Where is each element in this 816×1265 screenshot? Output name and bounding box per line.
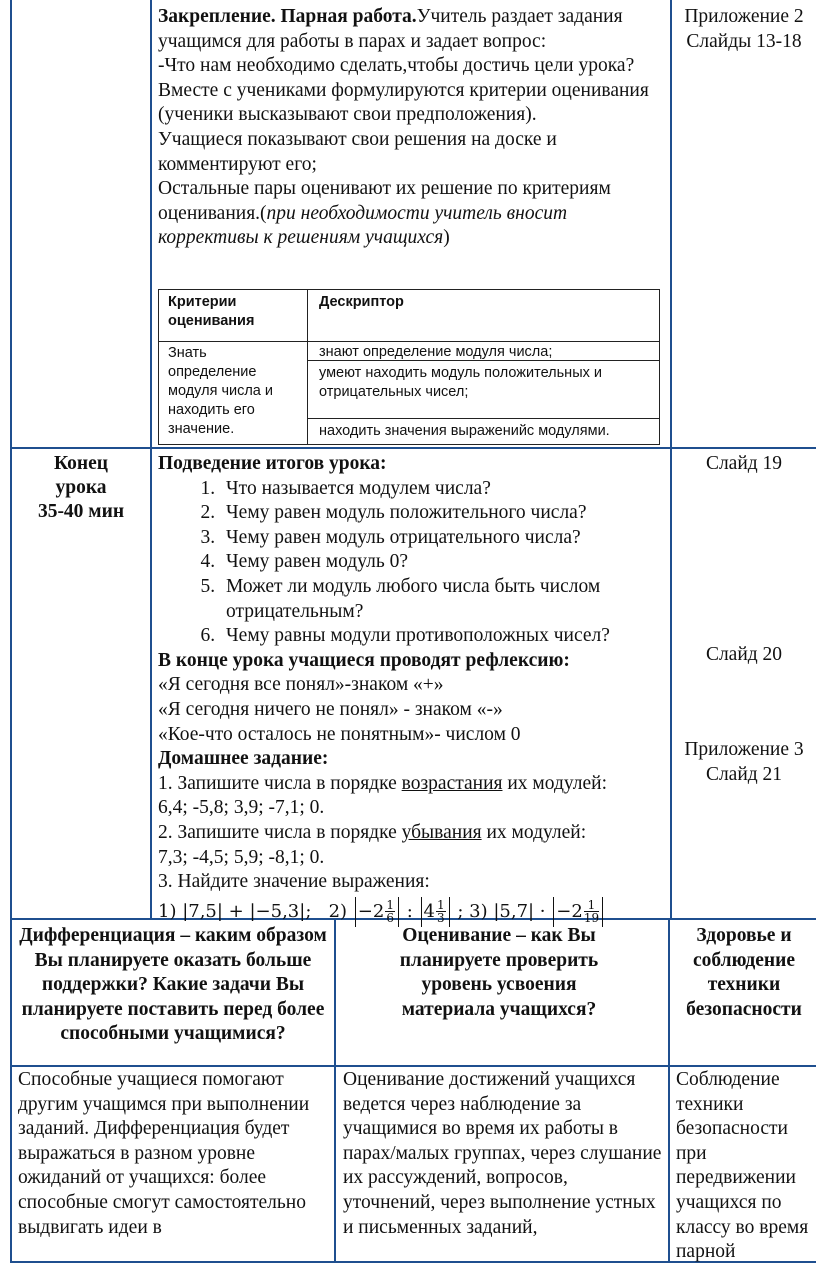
resource-slide-19: Слайд 19 (705, 453, 783, 474)
summary-cell (158, 452, 666, 927)
homework-task-2-numbers: 7,3; -4,5; 5,9; -8,1; 0. (158, 846, 325, 868)
pair-work-heading: Закрепление. Парная работа. (158, 6, 417, 27)
differentiation-text: Способные учащиеся помогают другим учащимся при выполнении заданий. Дифференциация будет выражаться в разном уровне ожиданий от учащихся: более способные смогут самостоятельно выдвигать идеи в (18, 1069, 310, 1238)
table-border-col1 (150, 0, 152, 920)
pair-work-question: -Что нам необходимо сделать,чтобы достичь цели урока? (158, 55, 635, 77)
criterion-text: Знать определение модуля числа и находить его значение. (168, 345, 274, 437)
assessment-header: Оценивание – как Вы планируете проверить уровень усвоения материала учащихся? (399, 925, 599, 1020)
table-border-right-col (668, 918, 670, 1263)
resources-cell-1: Приложение 2 Слайды 13-18 (684, 6, 804, 52)
expression-1: 1) |7,5| + |−5,3|; (158, 900, 312, 922)
summary-question: 3. Чему равен модуль отрицательного числа? (220, 526, 666, 551)
fraction: $\frac{1}{19}$ (583, 898, 600, 926)
descriptor-1: знают определение модуля числа; (319, 344, 553, 360)
criteria-header: Критерии оценивания (168, 294, 255, 329)
table-border-col2 (670, 0, 672, 920)
homework-task-2: 2. Запишите числа в порядке убывания их модулей: (158, 821, 587, 843)
stage-line-1: Конец (53, 453, 109, 474)
resource-slide-20: Слайд 20 (705, 644, 783, 665)
reflection-line: «Кое-что осталось не понятным»- числом 0 (158, 723, 521, 745)
differentiation-header: Дифференциация – каким образом Вы планируете оказать больше поддержки? Какие задачи Вы планируете поставить перед более способными учащимися? (19, 925, 327, 1045)
summary-question: 5. Может ли модуль любого числа быть числом отрицательным? (220, 575, 666, 624)
reflection-line: «Я сегодня ничего не понял» - знаком «-» (158, 698, 503, 720)
descriptor-header: Дескриптор (319, 294, 404, 310)
expression-3-label: ; 3) |5,7| · (457, 900, 546, 922)
criteria-paragraph: Вместе с учениками формулируются критерии оценивания (ученики высказывают свои предположения). (158, 79, 649, 126)
stage-cell (14, 452, 148, 524)
table-border-row1 (10, 447, 816, 449)
health-header: Здоровье и соблюдение техники безопасности (686, 925, 802, 1020)
homework-expressions: 1) |7,5| + |−5,3|; 2) −2 $\frac{1}{6}$ : 4 $\frac{1}{3}$ ; 3) |5,7| · −2 $\frac{1}{19}$ (158, 897, 666, 927)
criteria-table (158, 289, 660, 445)
stage-line-2: урока (55, 477, 107, 498)
summary-question: 2. Чему равен модуль положительного числа? (220, 501, 666, 526)
table-border-row3 (10, 1065, 816, 1067)
homework-task-3: 3. Найдите значение выражения: (158, 871, 430, 893)
table-border-mid (334, 918, 336, 1263)
peer-assessment-paragraph: Остальные пары оценивают их решение по критериям оценивания.(при необходимости учитель вносит коррективы к решениям учащихся) (158, 178, 611, 249)
reflection-line: «Я сегодня все понял»-знаком «+» (158, 674, 444, 696)
resource-appendix-3: Приложение 3 Слайд 21 (684, 739, 804, 785)
homework-task-1-numbers: 6,4; -5,8; 3,9; -7,1; 0. (158, 797, 325, 819)
stage-line-3: 35-40 мин (37, 501, 125, 522)
fraction: $\frac{1}{3}$ (436, 898, 445, 926)
descriptor-3: находить значения выраженийс модулями. (319, 423, 610, 439)
pair-work-intro: Закрепление. Парная работа.Учитель раздает задания учащимся для работы в парах и задает вопрос: (158, 6, 623, 52)
summary-question: 6. Чему равны модули противоположных чисел? (220, 624, 666, 649)
homework-task-1: 1. Запишите числа в порядке возрастания их модулей: (158, 772, 608, 794)
descriptor-2: умеют находить модуль положительных и отрицательных чисел; (319, 365, 602, 400)
reflection-heading: В конце урока учащиеся проводят рефлексию: (158, 649, 570, 671)
summary-question: 1. Что называется модулем числа? (220, 477, 666, 502)
summary-question: 4. Чему равен модуль 0? (220, 550, 666, 575)
summary-questions (158, 477, 666, 649)
table-border-left (10, 0, 12, 1263)
assessment-text: Оценивание достижений учащихся ведется через наблюдение за учащимися во время их работы в парах/малых группах, через слушание их рассуждений, вопросов, уточнений, через выполнение устных и письменных заданий, (343, 1069, 662, 1238)
solutions-paragraph: Учащиеся показывают свои решения на доске и комментируют его; (158, 128, 557, 175)
summary-heading: Подведение итогов урока: (158, 453, 387, 474)
expression-2-label: 2) (328, 900, 348, 922)
fraction: $\frac{1}{6}$ (386, 898, 394, 926)
homework-heading: Домашнее задание: (158, 748, 329, 770)
health-text: Соблюдение техники безопасности при передвижении учащихся по классу во время парной (676, 1069, 809, 1263)
pair-work-cell (158, 5, 664, 251)
